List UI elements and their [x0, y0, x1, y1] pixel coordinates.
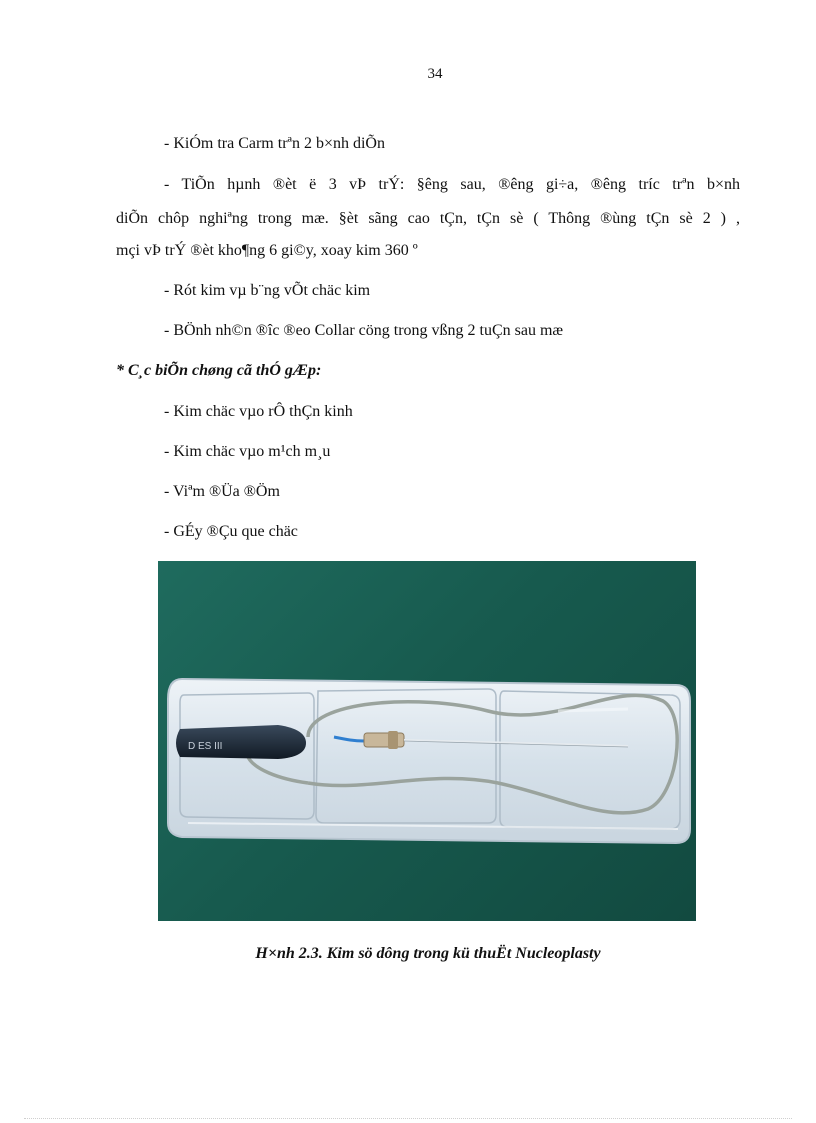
figure-caption: H×nh 2.3. Kim sö dông trong kü thuËt Nucleoplasty: [255, 945, 601, 962]
step-check-carm: - KiÓm tra Carm trªn 2 b×nh diÕn: [164, 135, 385, 152]
step-procedure-line-1: - TiÕn hµnh ®èt ë 3 vÞ trÝ: §êng sau, ®êng gi÷a, ®êng tríc trªn b×nh: [164, 176, 740, 193]
nucleoplasty-needle-photo: [158, 561, 696, 921]
step-procedure-line-2: diÕn chôp nghiªng trong mæ. §èt sãng cao tÇn, tÇn sè ( Thông ®ùng tÇn sè 2 ) ,: [116, 210, 740, 227]
page-number: 34: [427, 66, 443, 82]
step-procedure-line-3: mçi vÞ trÝ ®èt kho¶ng 6 gi©y, xoay kim 360 º: [116, 242, 418, 259]
complication-item: - Viªm ®Üa ®Öm: [164, 483, 280, 500]
complication-item: - GÉy ®Çu que chäc: [164, 523, 298, 540]
complication-item: - Kim chäc vµo rÔ thÇn kinh: [164, 403, 353, 420]
step-collar: - BÖnh nh©n ®îc ®eo Collar cöng trong vßng 2 tuÇn sau mæ: [164, 322, 564, 339]
svg-text:D ES III: D ES III: [188, 741, 223, 752]
step-withdraw-needle: - Rót kim vµ b¨ng vÕt chäc kim: [164, 282, 371, 299]
footer-divider: [24, 1118, 792, 1119]
complication-item: - Kim chäc vµo m¹ch m¸u: [164, 443, 331, 460]
complications-heading: * C¸c biÕn chøng cã thÓ gÆp:: [116, 362, 322, 379]
